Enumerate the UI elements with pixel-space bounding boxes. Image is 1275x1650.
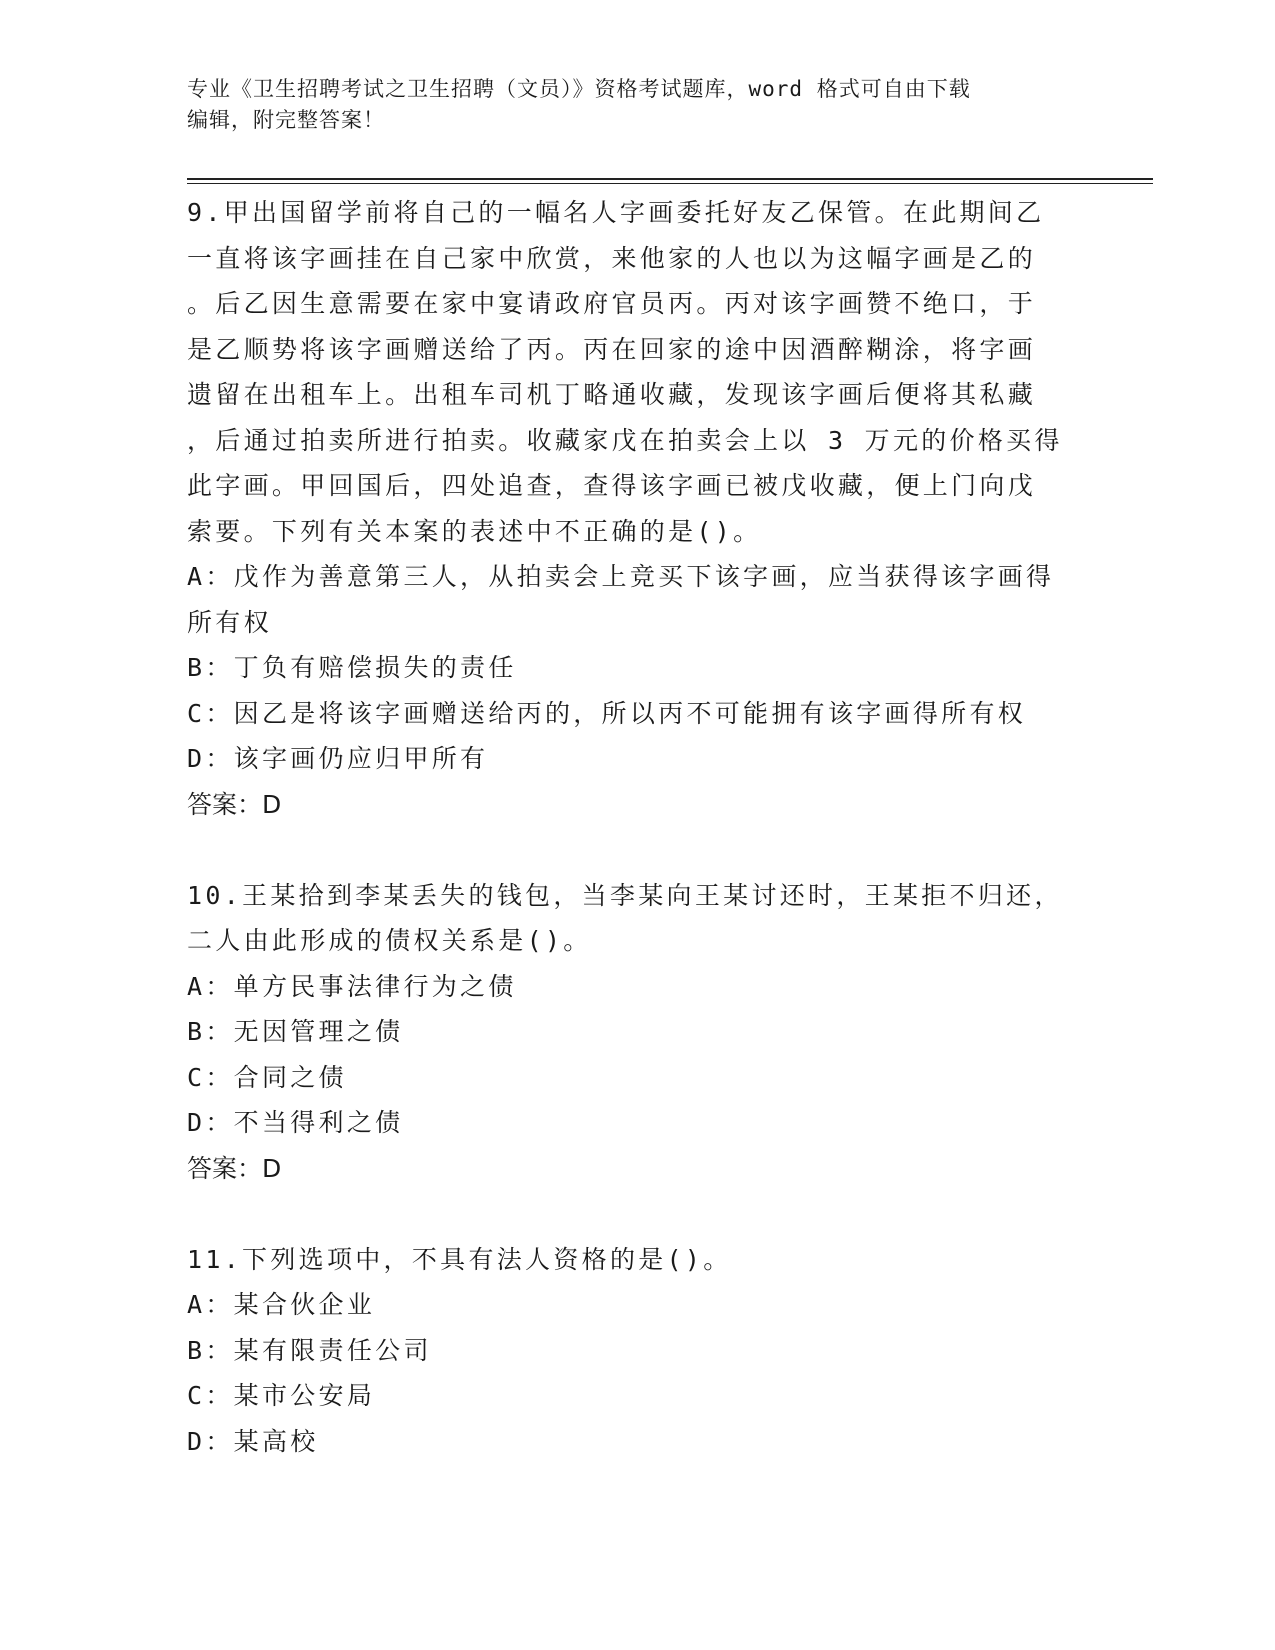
header-divider (187, 178, 1153, 180)
option-c: C：某市公安局 (187, 1381, 376, 1410)
option-c: C：因乙是将该字画赠送给丙的，所以丙不可能拥有该字画得所有权 (187, 698, 1027, 728)
option-text-line: 所有权 (187, 607, 272, 637)
header-line: 专业《卫生招聘考试之卫生招聘（文员）》资格考试题库，word 格式可自由下载 (187, 77, 971, 101)
question-text-line: 此字画。甲回国后，四处追查，查得该字画已被戊收藏，便上门向戊 (187, 471, 1037, 500)
question-text-line: 一直将该字画挂在自己家中欣赏，来他家的人也以为这幅字画是乙的 (187, 243, 1037, 273)
question-spacer (187, 827, 1087, 873)
option-c: C：合同之债 (187, 1062, 347, 1092)
answer-label: 答案：D (187, 789, 282, 819)
header-divider-thin (187, 183, 1153, 184)
option-d: D：不当得利之债 (187, 1108, 404, 1137)
question-list (187, 190, 1087, 1464)
question-text-line: 。后乙因生意需要在家中宴请政府官员丙。丙对该字画赞不绝口，于 (187, 289, 1037, 318)
option-a (187, 554, 1087, 645)
question-10 (187, 873, 1087, 1192)
option-b: B：无因管理之债 (187, 1017, 404, 1046)
option-b: B：丁负有赔偿损失的责任 (187, 653, 517, 682)
option-d: D：某高校 (187, 1426, 319, 1456)
question-text-line: 11.下列选项中，不具有法人资格的是()。 (187, 1244, 732, 1274)
question-9 (187, 190, 1087, 827)
question-text-line: 是乙顺势将该字画赠送给了丙。丙在回家的途中因酒醉糊涂，将字画 (187, 334, 1037, 364)
option-text-line: A：戊作为善意第三人，从拍卖会上竞买下该字画，应当获得该字画得 (187, 562, 1055, 591)
question-text-line: 9.甲出国留学前将自己的一幅名人字画委托好友乙保管。在此期间乙 (187, 198, 1045, 227)
option-d: D：该字画仍应归甲所有 (187, 744, 489, 773)
question-spacer (187, 1191, 1087, 1237)
question-text-line: 索要。下列有关本案的表述中不正确的是()。 (187, 516, 762, 546)
question-text-line: ，后通过拍卖所进行拍卖。收藏家戊在拍卖会上以 3 万元的价格买得 (187, 425, 1063, 455)
question-text-line: 10.王某拾到李某丢失的钱包，当李某向王某讨还时，王某拒不归还， (187, 880, 1063, 910)
option-a: A：某合伙企业 (187, 1290, 376, 1319)
question-text-line: 遗留在出租车上。出租车司机丁略通收藏，发现该字画后便将其私藏 (187, 380, 1037, 409)
header-line: 编辑，附完整答案！ (187, 108, 385, 132)
question-text-line: 二人由此形成的债权关系是()。 (187, 926, 592, 955)
document-header (187, 74, 1067, 136)
option-a: A：单方民事法律行为之债 (187, 971, 517, 1001)
answer-label: 答案：D (187, 1153, 282, 1183)
question-11 (187, 1237, 1087, 1465)
option-b: B：某有限责任公司 (187, 1335, 432, 1365)
